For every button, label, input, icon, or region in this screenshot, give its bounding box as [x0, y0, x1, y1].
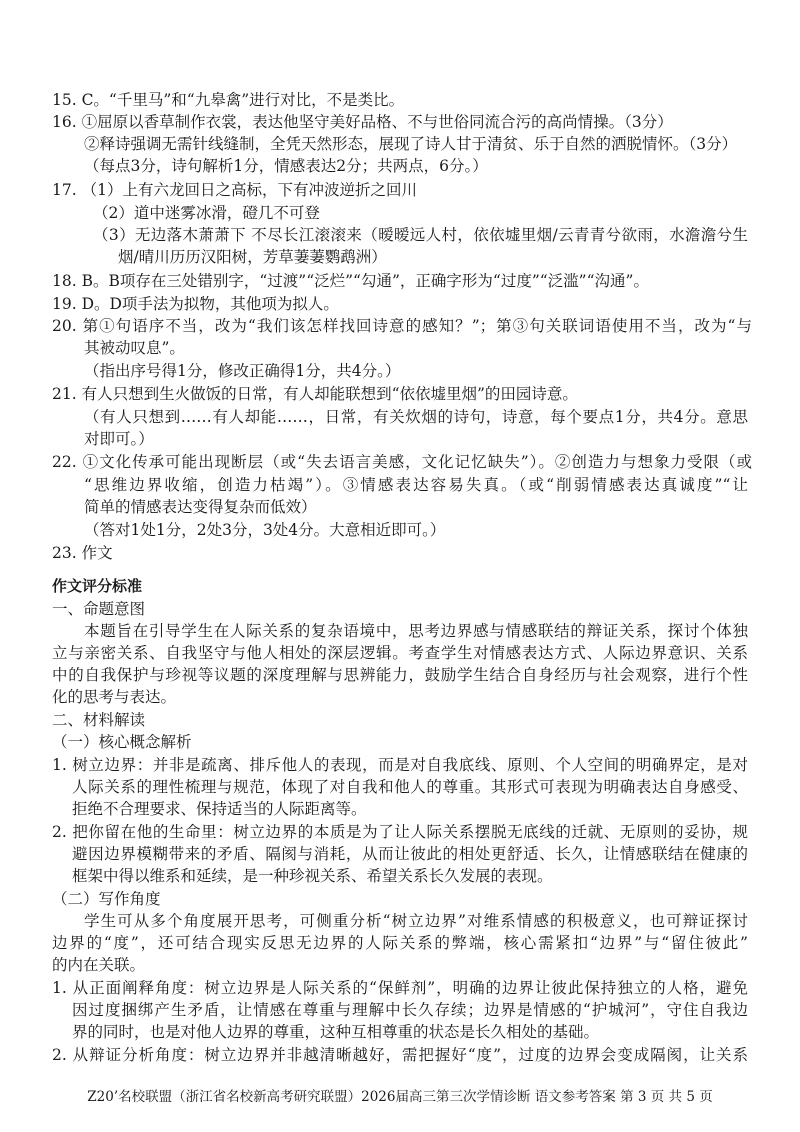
answer-17-line-1: 17. （1）上有六龙回日之高标，下有冲波逆折之回川 [52, 181, 417, 199]
angle-2-line-1: 2. 从辩证分析角度：树立边界并非越清晰越好，需把握好“度”，过度的边界会变成隔阂，让关系 [52, 1046, 748, 1064]
answer-20-line-2: 其被动叹息”。 [84, 339, 185, 357]
angle-1-line-3: 界的同时，也是对他人边界的尊重，这种互相尊重的状态是长久相处的基础。 [72, 1023, 600, 1041]
answer-22-line-3: 简单的情感表达变得复杂而低效） [84, 498, 317, 516]
answer-16-line-2: ②释诗强调无需针线缝制，全凭天然形态，展现了诗人甘于清贫、乐于自然的洒脱情怀。（3分） [84, 135, 738, 153]
answer-21-line-1: 21. 有人只想到生火做饭的日常，有人却能联想到“依依墟里烟”的田园诗意。 [52, 385, 578, 403]
answer-17-line-2: （2）道中迷雾冰滑，磴几不可登 [93, 204, 320, 222]
subsection-2-heading: （二）写作角度 [52, 890, 161, 908]
concept-2-line-1: 2. 把你留在他的生命里：树立边界的本质是为了让人际关系摆脱无底线的迁就、无原则的妥协，规 [52, 823, 748, 841]
answer-19: 19. D。D项手法为拟物，其他项为拟人。 [52, 295, 339, 313]
concept-1-line-1: 1. 树立边界：并非是疏离、排斥他人的表现，而是对自我底线、原则、个人空间的明确界定，是对 [52, 756, 748, 774]
answer-15: 15. C。“千里马”和“九皋禽”进行对比，不是类比。 [52, 91, 405, 109]
intent-para-line-4: 化的思考与表达。 [52, 688, 177, 706]
angle-intro-line-1: 学生可从多个角度展开思考，可侧重分析“树立边界”对维系情感的积极意义，也可辩证探讨 [84, 912, 748, 930]
answer-21-line-3: 对即可。） [84, 430, 154, 448]
intent-para-line-2: 立与亲密关系、自我坚守与他人相处的深层逻辑。考查学生对情感表达方式、人际边界意识、关系 [52, 644, 748, 662]
answer-21-line-2: （有人只想到……有人却能……，日常，有关炊烟的诗句，诗意，每个要点1分，共4分。意思 [84, 408, 748, 426]
intent-para-line-1: 本题旨在引导学生在人际关系的复杂语境中，思考边界感与情感联结的辩证关系，探讨个体独 [84, 622, 748, 640]
answer-18: 18. B。B项存在三处错别字，“过渡”“泛烂”“勾通”，正确字形为“过度”“泛滥”“沟通”。 [52, 272, 649, 290]
angle-intro-line-3: 的内在关联。 [52, 956, 146, 974]
section-2-heading: 二、材料解读 [52, 711, 146, 729]
answer-22-line-2: “思维边界收缩，创造力枯竭”）。③情感表达容易失真。（或“削弱情感表达真诚度”“让 [84, 476, 748, 494]
subsection-1-heading: （一）核心概念解析 [52, 733, 192, 751]
essay-standard-title: 作文评分标准 [52, 577, 143, 595]
concept-1-line-2: 人际关系的理性梳理与规范，体现了对自我和他人的尊重。其形式可表现为明确表达自身感受、 [72, 778, 748, 796]
answer-16-line-1: 16. ①屈原以香草制作衣裳，表达他坚守美好品格、不与世俗同流合污的高尚情操。（3分） [52, 113, 673, 131]
angle-1-line-1: 1. 从正面阐释角度：树立边界是人际关系的“保鲜剂”，明确的边界让彼此保持独立的人格，避免 [52, 979, 748, 997]
answer-22-scoring: （答对1处1分，2处3分，3处4分。大意相近即可。） [84, 521, 446, 539]
concept-2-line-3: 框架中得以维系和延续，是一种珍视关系、希望关系长久发展的表现。 [72, 867, 553, 885]
angle-intro-line-2: 边界的“度”，还可结合现实反思无边界的人际关系的弊端，核心需紧扣“边界”与“留住彼此” [52, 934, 748, 952]
answer-16-scoring: （每点3分，诗句解析1分，情感表达2分；共两点，6分。） [84, 157, 488, 175]
answer-17-line-4: 烟/晴川历历汉阳树，芳草萋萋鹦鹉洲） [118, 248, 387, 266]
answer-22-line-1: 22. ①文化传承可能出现断层（或“失去语言美感，文化记忆缺失”）。②创造力与想象力受限（或 [52, 453, 752, 471]
answer-20-line-1: 20. 第①句语序不当，改为“我们该怎样找回诗意的感知？”；第③句关联词语使用不当，改为“与 [52, 317, 752, 335]
section-1-heading: 一、命题意图 [52, 600, 146, 618]
page-footer: Z20’名校联盟（浙江省名校新高考研究联盟）2026届高三第三次学情诊断 语文参考答案 第 3 页 共 5 页 [87, 1089, 713, 1105]
concept-2-line-2: 避因边界模糊带来的矛盾、隔阂与消耗，从而让彼此的相处更舒适、长久，让情感联结在健康的 [72, 845, 748, 863]
intent-para-line-3: 中的自我保护与珍视等议题的深度理解与思辨能力，鼓励学生结合自身经历与社会观察，进行个性 [52, 666, 748, 684]
answer-23: 23. 作文 [52, 544, 113, 562]
answer-20-scoring: （指出序号得1分，修改正确得1分，共4分。） [84, 362, 401, 380]
concept-1-line-3: 拒绝不合理要求、保持适当的人际距离等。 [72, 800, 367, 818]
answer-17-line-3: （3）无边落木萧萧下 不尽长江滚滚来（暧暧远人村，依依墟里烟/云青青兮欲雨，水澹澹兮生 [93, 226, 748, 244]
angle-1-line-2: 因过度捆绑产生矛盾，让情感在尊重与理解中长久存续；边界是情感的“护城河”，守住自我边 [72, 1001, 748, 1019]
